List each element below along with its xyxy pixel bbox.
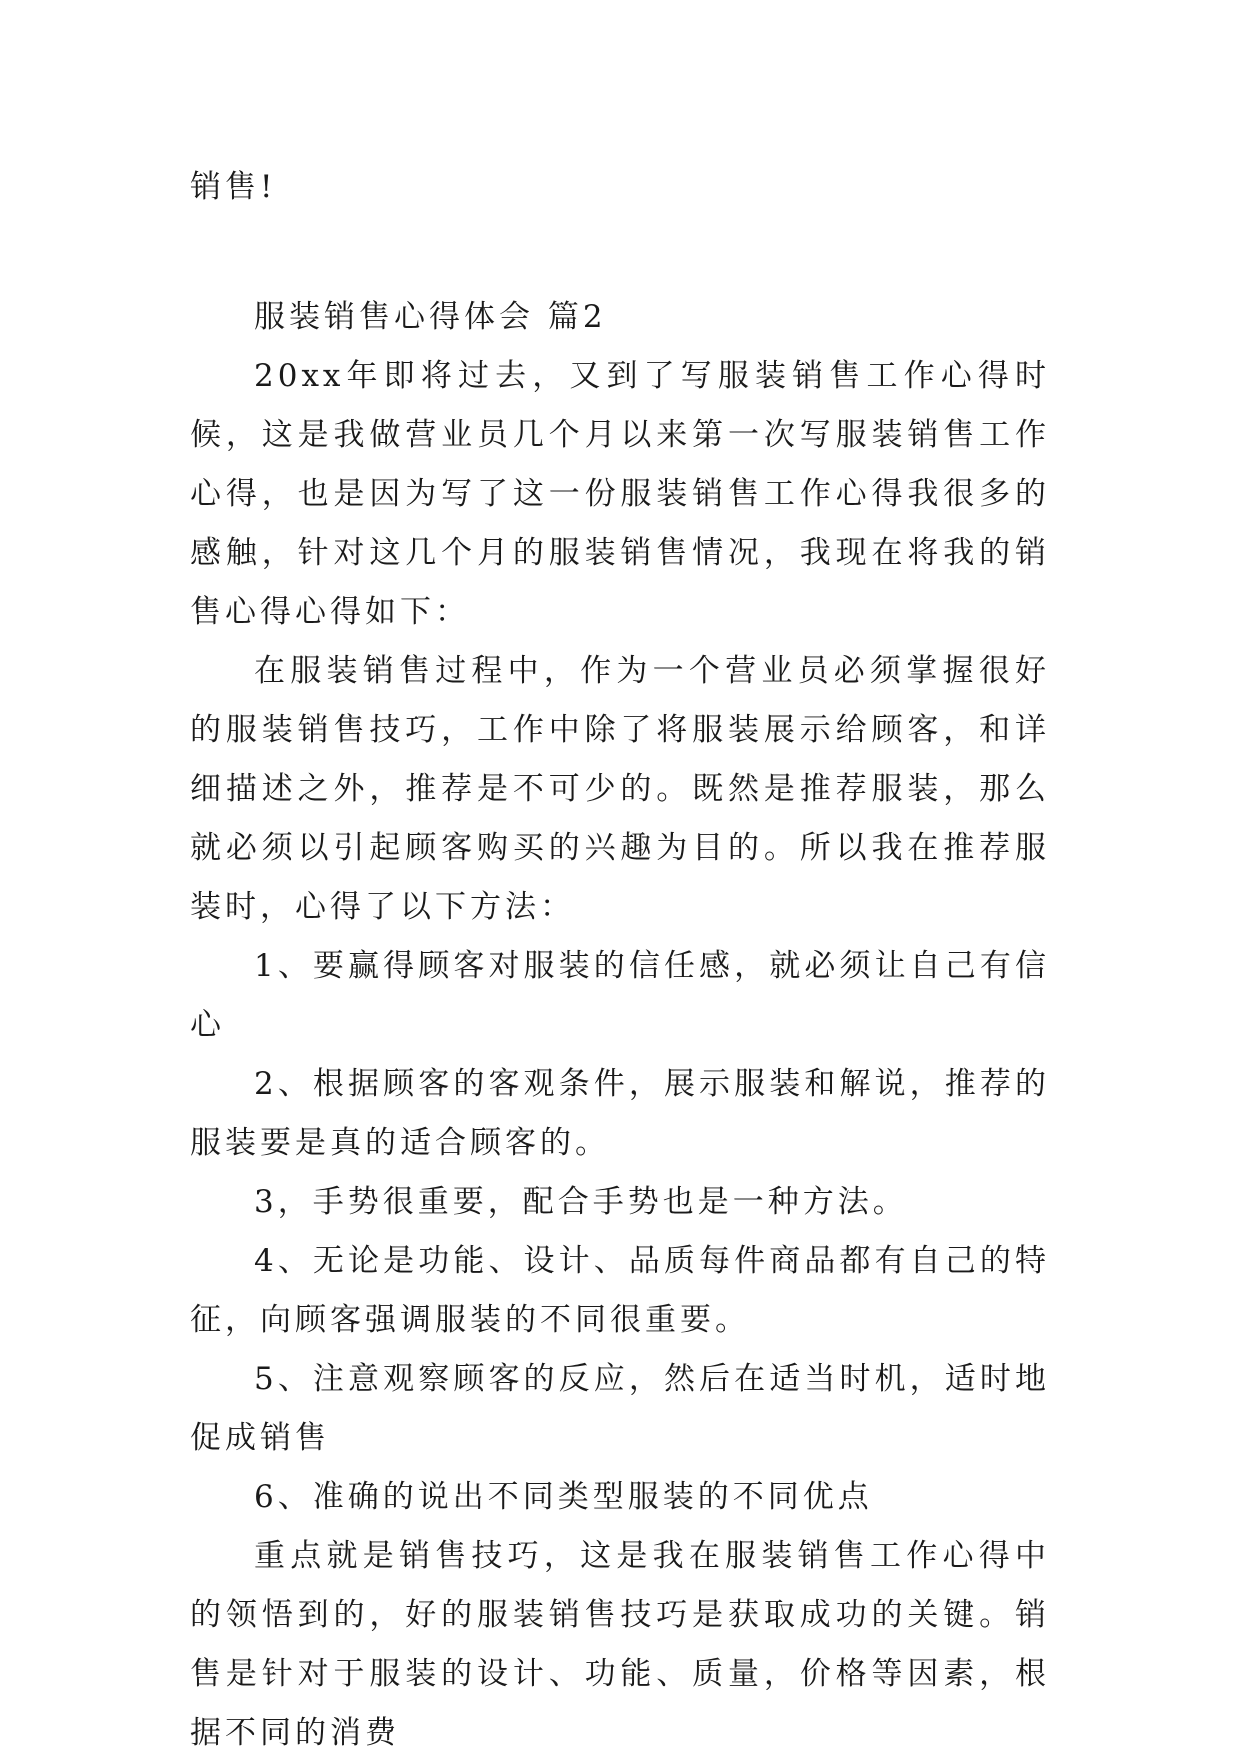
paragraph-summary: 重点就是销售技巧，这是我在服装销售工作心得中的领悟到的，好的服装销售技巧是获取成功的关键。销售是针对于服装的设计、功能、质量，价格等因素，根据不同的消费 [190, 1538, 1050, 1751]
paragraph-techniques: 在服装销售过程中，作为一个营业员必须掌握很好的服装销售技巧，工作中除了将服装展示给顾客，和详细描述之外，推荐是不可少的。既然是推荐服装，那么就必须以引起顾客购买的兴趣为目的。所以我在推荐服装时，心得了以下方法： [190, 653, 1050, 925]
lead-fragment: 销售! [190, 169, 277, 205]
document-body [190, 158, 1050, 1763]
list-item-3: 3，手势很重要，配合手势也是一种方法。 [254, 1184, 908, 1220]
section-heading: 服装销售心得体会 篇2 [254, 299, 607, 335]
list-item-4: 4、无论是功能、设计、品质每件商品都有自己的特征，向顾客强调服装的不同很重要。 [190, 1243, 1050, 1338]
list-item-5: 5、注意观察顾客的反应，然后在适当时机，适时地促成销售 [190, 1361, 1050, 1456]
list-item-1: 1、要赢得顾客对服装的信任感，就必须让自己有信心 [190, 948, 1050, 1043]
list-item-6: 6、准确的说出不同类型服装的不同优点 [254, 1479, 873, 1515]
list-item-2: 2、根据顾客的客观条件，展示服装和解说，推荐的服装要是真的适合顾客的。 [190, 1066, 1050, 1161]
paragraph-gap [190, 217, 1050, 288]
paragraph-intro: 20xx年即将过去，又到了写服装销售工作心得时候，这是我做营业员几个月以来第一次写服装销售工作心得，也是因为写了这一份服装销售工作心得我很多的感触，针对这几个月的服装销售情况，我现在将我的销售心得心得如下： [190, 358, 1050, 630]
